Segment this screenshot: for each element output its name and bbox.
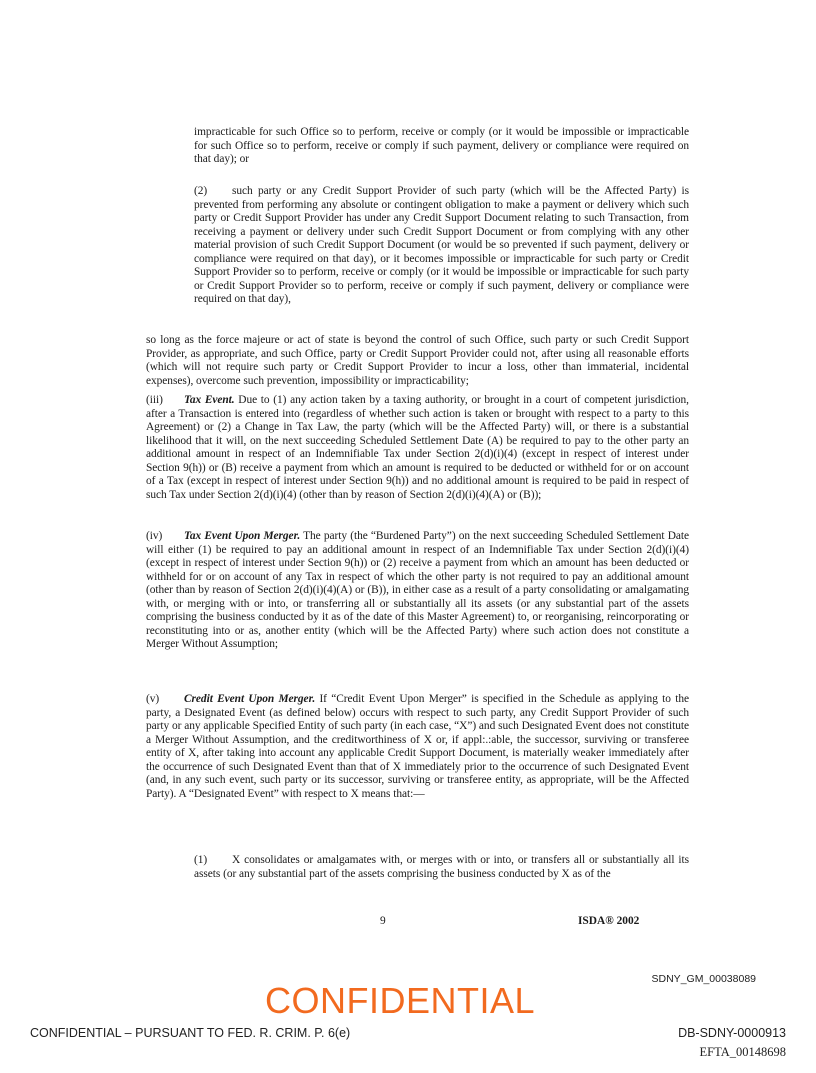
paragraph-sub-2: [194, 185, 689, 307]
section-title: Tax Event.: [184, 394, 235, 406]
paragraph-text: X consolidates or amalgamates with, or merges with or into, or transfers all or substantially all its assets (or any substantial part of the assets comprising the business conducted by X as of the: [194, 854, 689, 880]
paragraph-sub-1: [194, 854, 689, 881]
paragraph-text: such party or any Credit Support Provider of such party (which will be the Affected Party) is prevented from performing any absolute or contingent obligation to make a payment or delivery which such party or Credit Support Provider has under any Credit Support Document relating to such Transaction, from receiving a payment or delivery under such Credit Support Document or from complying with any other material provision of such Credit Support Document (or would be so prevented if such payment, delivery or compliance were required on that day), or it becomes impossible or impracticable for such party or Credit Support Provider so to perform, receive or comply (or it would be impossible or impracticable for such party or Credit Support Provider so to perform, receive or comply if such payment, delivery or compliance were required on that day),: [194, 185, 689, 305]
confidential-stamp: CONFIDENTIAL: [265, 980, 536, 1021]
paragraph-continuation: [194, 126, 689, 167]
paragraph-text: If “Credit Event Upon Merger” is specified in the Schedule as applying to the party, a Designated Event (as defined below) occurs with respect to such party, any Credit Support Provider of such party or any applicable Specified Entity of such party (in each case, “X”) and such Designated Event does not constitute a Merger Without Assumption, and the creditworthiness of X or, if appl:.:able, the successor, surviving or transferee entity of X, after taking into account any applicable Credit Support Document, is materially weaker immediately after the occurrence of such Designated Event than that of X immediately prior to the occurrence of such Designated Event (and, in any such event, such party or its successor, surviving or transferee entity, as appropriate, will be the Affected Party). A “Designated Event” with respect to X means that:—: [146, 693, 689, 800]
paragraph-force-majeure-conclusion: [146, 334, 689, 388]
paragraph-tax-event: [146, 394, 689, 502]
paragraph-credit-event-upon-merger: [146, 693, 689, 801]
paragraph-text: so long as the force majeure or act of state is beyond the control of such Office, such party or such Credit Support Provider, as appropriate, and such Office, party or Credit Support Provider could not, after using all reasonable efforts (which will not require such party or Credit Support Provider to incur a loss, other than immaterial, incidental expenses), overcome such prevention, impossibility or impracticability;: [146, 334, 689, 387]
paragraph-number: (iii): [146, 394, 163, 406]
bates-number-sdny-gm: SDNY_GM_00038089: [651, 973, 756, 985]
paragraph-number: (iv): [146, 530, 163, 542]
section-title: Credit Event Upon Merger.: [184, 693, 316, 705]
section-title: Tax Event Upon Merger.: [184, 530, 301, 542]
paragraph-number: (2): [194, 185, 208, 197]
paragraph-number: (1): [194, 854, 208, 866]
paragraph-text: The party (the “Burdened Party”) on the next succeeding Scheduled Settlement Date will either (1) be required to pay an additional amount in respect of an Indemnifiable Tax under Section 2(d)(i)(4) (except in respect of interest under Section 9(h)) or (2) receive a payment from which an amount has been deducted or withheld for or on account of any Tax in respect of which the other party is not required to pay an additional amount (other than by reason of Section 2(d)(i)(4)(A) or (B)), in either case as a result of a party consolidating or amalgamating with, or merging with or into, or transferring all or substantially all its assets (or any substantial part of the assets comprising the business conducted by it as of the date of this Master Agreement) to, or reorganising, reincorporating or reconstituting into or as, another entity (which will be the Affected Party) where such action does not constitute a Merger Without Assumption;: [146, 530, 690, 650]
paragraph-tax-event-upon-merger: [146, 530, 689, 652]
bates-number-db-sdny: DB-SDNY-0000913: [678, 1026, 786, 1040]
paragraph-text: Due to (1) any action taken by a taxing authority, or brought in a court of competent jurisdiction, after a Transaction is entered into (regardless of whether such action is taken or brought with respect to a party to this Agreement) or (2) a Change in Tax Law, the party (which will be the Affected Party) will, or there is a substantial likelihood that it will, on the next succeeding Scheduled Settlement Date (A) be required to pay to the other party an additional amount in respect of an Indemnifiable Tax under Section 2(d)(i)(4) (except in respect of interest under Section 9(h)) or (B) receive a payment from which an amount is required to be deducted or withheld for or on account of a Tax (except in respect of interest under Section 9(h)) and no additional amount is required to be paid in respect of such Tax under Section 2(d)(i)(4) (other than by reason of Section 2(d)(i)(4)(A) or (B));: [146, 394, 689, 501]
paragraph-number: (v): [146, 693, 160, 705]
bates-number-efta: EFTA_00148698: [699, 1045, 786, 1059]
isda-footer-mark: ISDA® 2002: [578, 915, 640, 927]
page-number: 9: [380, 915, 386, 927]
paragraph-text: impracticable for such Office so to perform, receive or comply (or it would be impossible or impracticable for such Office so to perform, receive or comply if such payment, delivery or compliance were required on that day); or: [194, 126, 689, 165]
confidentiality-notice: CONFIDENTIAL – PURSUANT TO FED. R. CRIM. P. 6(e): [30, 1026, 351, 1040]
